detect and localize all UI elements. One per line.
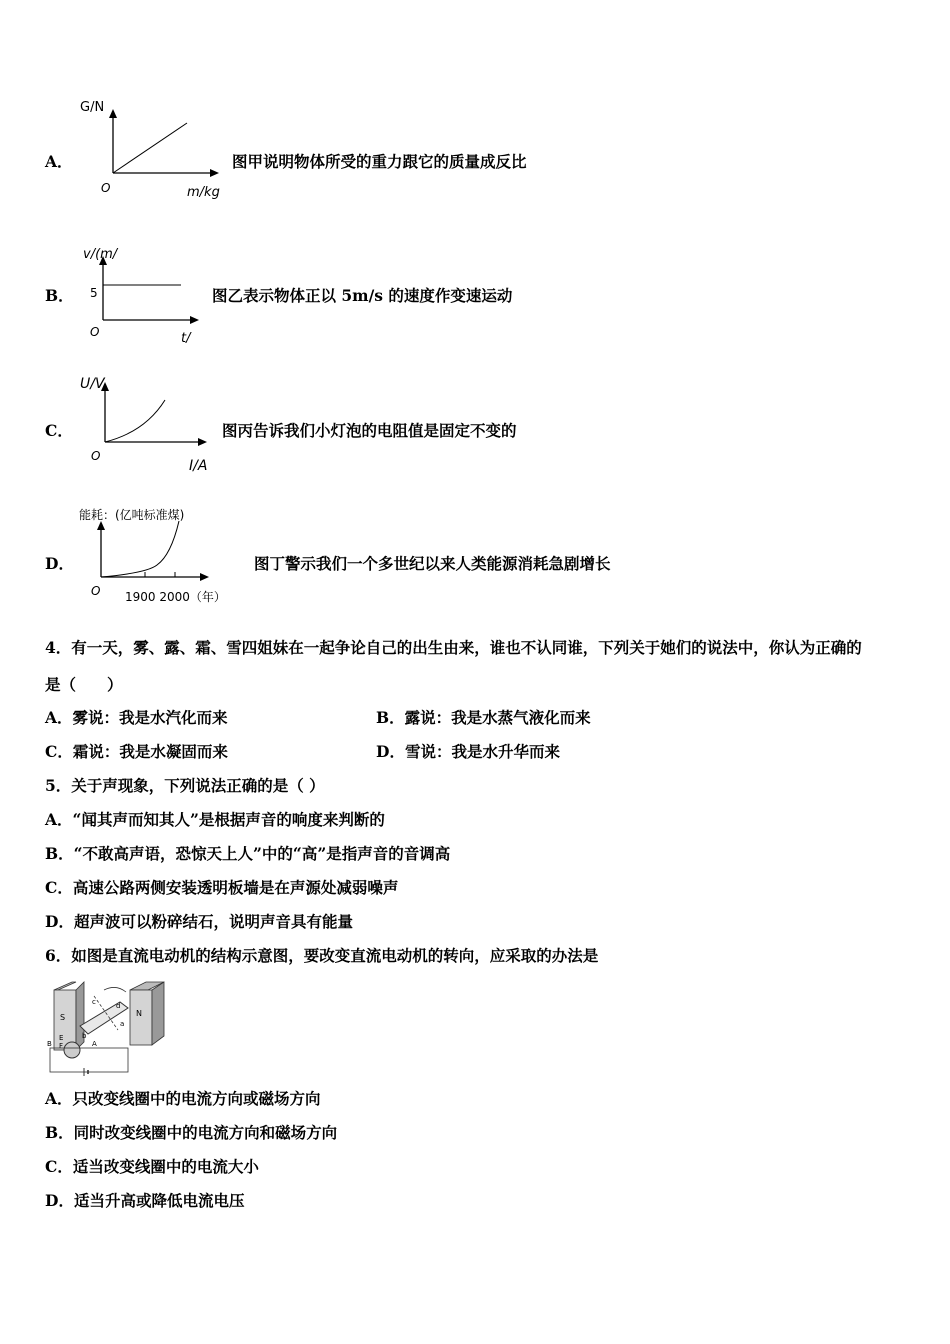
coil-a-label: a <box>120 1020 125 1028</box>
question-5-stem: 5．关于声现象，下列说法正确的是（ ） <box>45 776 325 795</box>
x-axis-label: m/kg <box>187 185 220 200</box>
question-6-stem: 6．如图是直流电动机的结构示意图，要改变直流电动机的转向，应采取的办法是 <box>45 946 599 965</box>
origin-label: O <box>90 325 100 339</box>
option-letter: A． <box>45 152 73 171</box>
coil-d-label: d <box>116 1002 121 1010</box>
dc-motor-diagram <box>44 978 169 1078</box>
origin-label: O <box>91 449 101 463</box>
magnet-s-label: S <box>60 1013 66 1022</box>
y-axis-label: v/(m/ <box>83 247 118 262</box>
graph-velocity-time <box>75 238 225 348</box>
option-text: 图丁警示我们一个多世纪以来人类能源消耗急剧增长 <box>254 554 611 573</box>
option-text: 图乙表示物体正以 5m/s 的速度作变速运动 <box>212 286 513 305</box>
x-axis-label: t/ <box>181 331 191 346</box>
question-6-option-b: B．同时改变线圈中的电流方向和磁场方向 <box>45 1123 338 1142</box>
terminal-a-label: A <box>92 1040 97 1048</box>
x-axis-label: 1900 2000（年） <box>125 590 226 604</box>
question-5-option-b: B．“不敢高声语，恐惊天上人”中的“高”是指声音的音调高 <box>45 844 451 863</box>
question-5-option-a: A．“闻其声而知其人”是根据声音的响度来判断的 <box>45 810 385 829</box>
question-5-option-c: C．高速公路两侧安装透明板墙是在声源处减弱噪声 <box>45 878 399 897</box>
question-6-option-a: A．只改变线圈中的电流方向或磁场方向 <box>45 1089 321 1108</box>
option-letter: B． <box>45 286 74 305</box>
question-6-option-d: D．适当升高或降低电流电压 <box>45 1191 245 1210</box>
question-4-stem-line2: 是（ ） <box>45 675 123 694</box>
option-text: 图甲说明物体所受的重力跟它的质量成反比 <box>232 152 527 171</box>
y-axis-label: 能耗：(亿吨标准煤) <box>79 508 185 522</box>
graph-energy-consumption <box>75 503 260 613</box>
question-4-option-c: C．霜说：我是水凝固而来 <box>45 742 228 761</box>
coil-b-label: b <box>82 1032 87 1040</box>
question-4-stem-line1: 4．有一天，雾、露、霜、雪四姐妹在一起争论自己的出生由来，谁也不认同谁，下列关于她们的说法中，你认为正确的 <box>45 638 862 657</box>
question-5-option-d: D．超声波可以粉碎结石，说明声音具有能量 <box>45 912 353 931</box>
y-tick-label: 5 <box>90 286 98 300</box>
question-4-option-b: B．露说：我是水蒸气液化而来 <box>376 708 591 727</box>
question-4-option-d: D．雪说：我是水升华而来 <box>376 742 560 761</box>
question-4-option-a: A．雾说：我是水汽化而来 <box>45 708 228 727</box>
brush-e-label: E <box>59 1034 64 1042</box>
option-letter: D． <box>45 554 74 573</box>
y-axis-label: U/V <box>80 376 105 392</box>
brush-f-label: F <box>59 1042 64 1050</box>
graph-gravity-mass <box>75 95 245 205</box>
origin-label: O <box>91 584 101 598</box>
y-axis-label: G/N <box>80 100 105 115</box>
x-axis-label: I/A <box>189 458 208 474</box>
option-letter: C． <box>45 421 73 440</box>
question-6-option-c: C．适当改变线圈中的电流大小 <box>45 1157 259 1176</box>
magnet-n-label: N <box>136 1009 142 1018</box>
origin-label: O <box>101 181 111 195</box>
coil-c-label: c <box>92 998 96 1006</box>
graph-voltage-current <box>75 372 235 482</box>
option-text: 图丙告诉我们小灯泡的电阻值是固定不变的 <box>222 421 517 440</box>
terminal-b-label: B <box>47 1040 52 1048</box>
